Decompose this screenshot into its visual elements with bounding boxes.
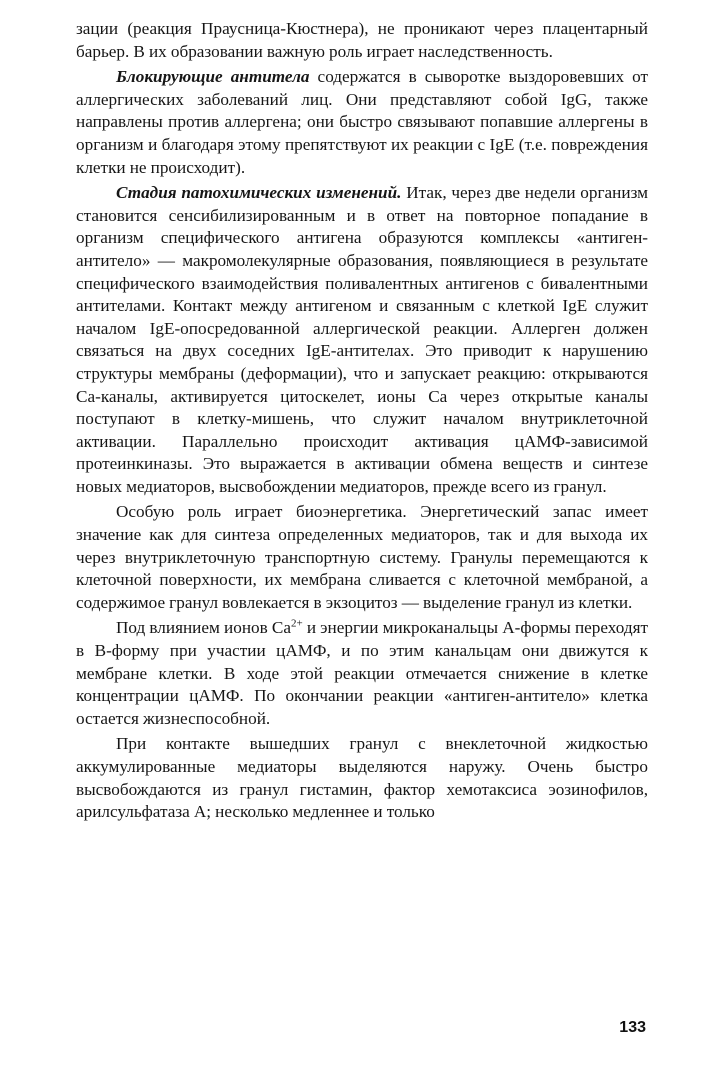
paragraph-6-text: При контакте вышедших гранул с внеклеточной жидкостью аккумулированные медиаторы выделяются наружу. Очень быстро высвобождаются из гранул гистамин, фактор хемотаксиса эозинофилов, арилсульфатаза А; несколько медленнее и только [76,734,648,822]
paragraph-1-text: зации (реакция Праусница-Кюстнера), не проникают через плацентарный барьер. В их образовании важную роль играет наследственность. [76,19,648,61]
paragraph-6 [76,733,648,823]
paragraph-2 [76,66,648,179]
paragraph-3 [76,182,648,498]
paragraph-4 [76,501,648,614]
paragraph-5 [76,617,648,730]
paragraph-2-text: содержатся в сыворотке выздоровевших от аллергических заболеваний лиц. Они представляют собой IgG, также направлены против аллергена; они быстро связывают попавшие аллергены в организм и благодаря этому препятствуют их реакции с IgE (т.е. повреждения клетки не происходит). [76,67,648,177]
paragraph-1 [76,18,648,63]
paragraph-3-text: Итак, через две недели организм становится сенсибилизированным и в ответ на повторное попадание в организм специфического антигена образуются комплексы «антиген-антитело» — макромолекулярные образования, появляющиеся в результате специфического взаимодействия поливалентных антигенов с бивалентными антителами. Контакт между антигеном и связанным с клеткой IgE служит началом IgE-опосредованной аллергической реакции. Аллерген должен связаться на двух соседних IgE-антителах. Это приводит к нарушению структуры мембраны (деформации), что и запускает реакцию: открываются Са-каналы, активируется цитоскелет, ионы Са через открытые каналы поступают в клетку-мишень, что служит началом внутриклеточной активации. Параллельно происходит активация цАМФ-зависимой протеинкиназы. Это выражается в активации обмена веществ и синтезе новых медиаторов, высвобождении медиаторов, прежде всего из гранул. [76,183,648,496]
paragraph-5-text: и энергии микроканальцы А-формы переходят в В-форму при участии цАМФ, и по этим канальцам они движутся к мембране клетки. В ходе этой реакции отмечается снижение в клетке концентрации цАМФ. По окончании реакции «антиген-антитело» клетка остается жизнеспособной. [76,618,648,728]
superscript-charge: 2+ [290,617,303,630]
paragraph-2-lead: Блокирующие антитела [116,67,310,87]
paragraph-5-text-start: Под влиянием ионов Са [116,618,291,638]
page-number: 133 [619,1019,646,1036]
book-page [76,18,648,827]
paragraph-4-text: Особую роль играет биоэнергетика. Энергетический запас имеет значение как для синтеза определенных медиаторов, так и для выхода их через внутриклеточную транспортную систему. Гранулы перемещаются к клеточной поверхности, их мембрана сливается с клеточной мембраной, а содержимое гранул вовлекается в экзоцитоз — выделение гранул из клетки. [76,502,648,612]
paragraph-3-lead: Стадия патохимических изменений. [116,183,402,203]
